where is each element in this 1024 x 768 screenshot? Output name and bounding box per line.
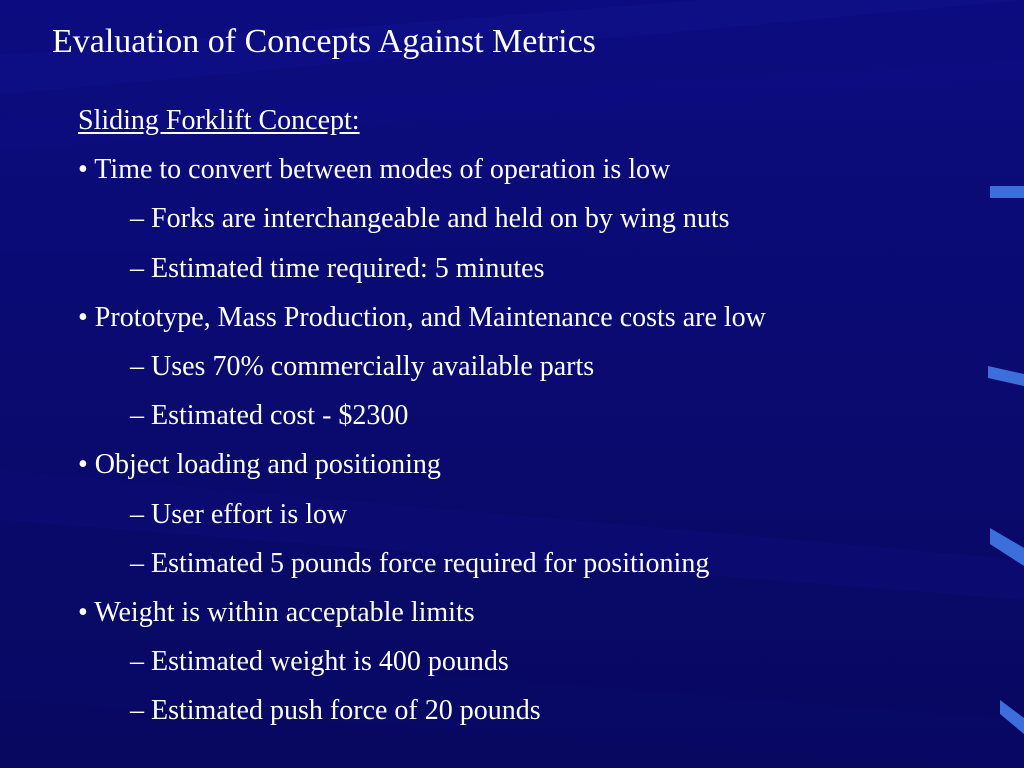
slide-title: Evaluation of Concepts Against Metrics [52,23,596,60]
bullet-item: • Time to convert between modes of operation is low [78,154,671,186]
section-heading [78,96,978,145]
sub-bullet-item: – Estimated cost - $2300 [130,400,409,432]
sub-bullet-item: – Estimated 5 pounds force required for positioning [130,547,710,579]
bullet-item: • Weight is within acceptable limits [78,596,475,628]
edge-accent [990,186,1024,198]
sub-bullet-item: – Forks are interchangeable and held on by wing nuts [130,203,730,235]
sub-bullet-item: – User effort is low [130,498,348,530]
bullet-item: • Prototype, Mass Production, and Maintenance costs are low [78,301,766,333]
bullet-item: • Object loading and positioning [78,449,441,481]
section-heading-text: Sliding Forklift Concept: [78,105,360,136]
slide-body [78,96,978,735]
sub-bullet-item: – Estimated weight is 400 pounds [130,646,509,678]
edge-accent [988,366,1024,386]
sub-bullet-item: – Estimated time required: 5 minutes [130,252,545,284]
sub-bullet-item: – Estimated push force of 20 pounds [130,695,541,727]
sub-bullet-item: – Uses 70% commercially available parts [130,350,595,382]
